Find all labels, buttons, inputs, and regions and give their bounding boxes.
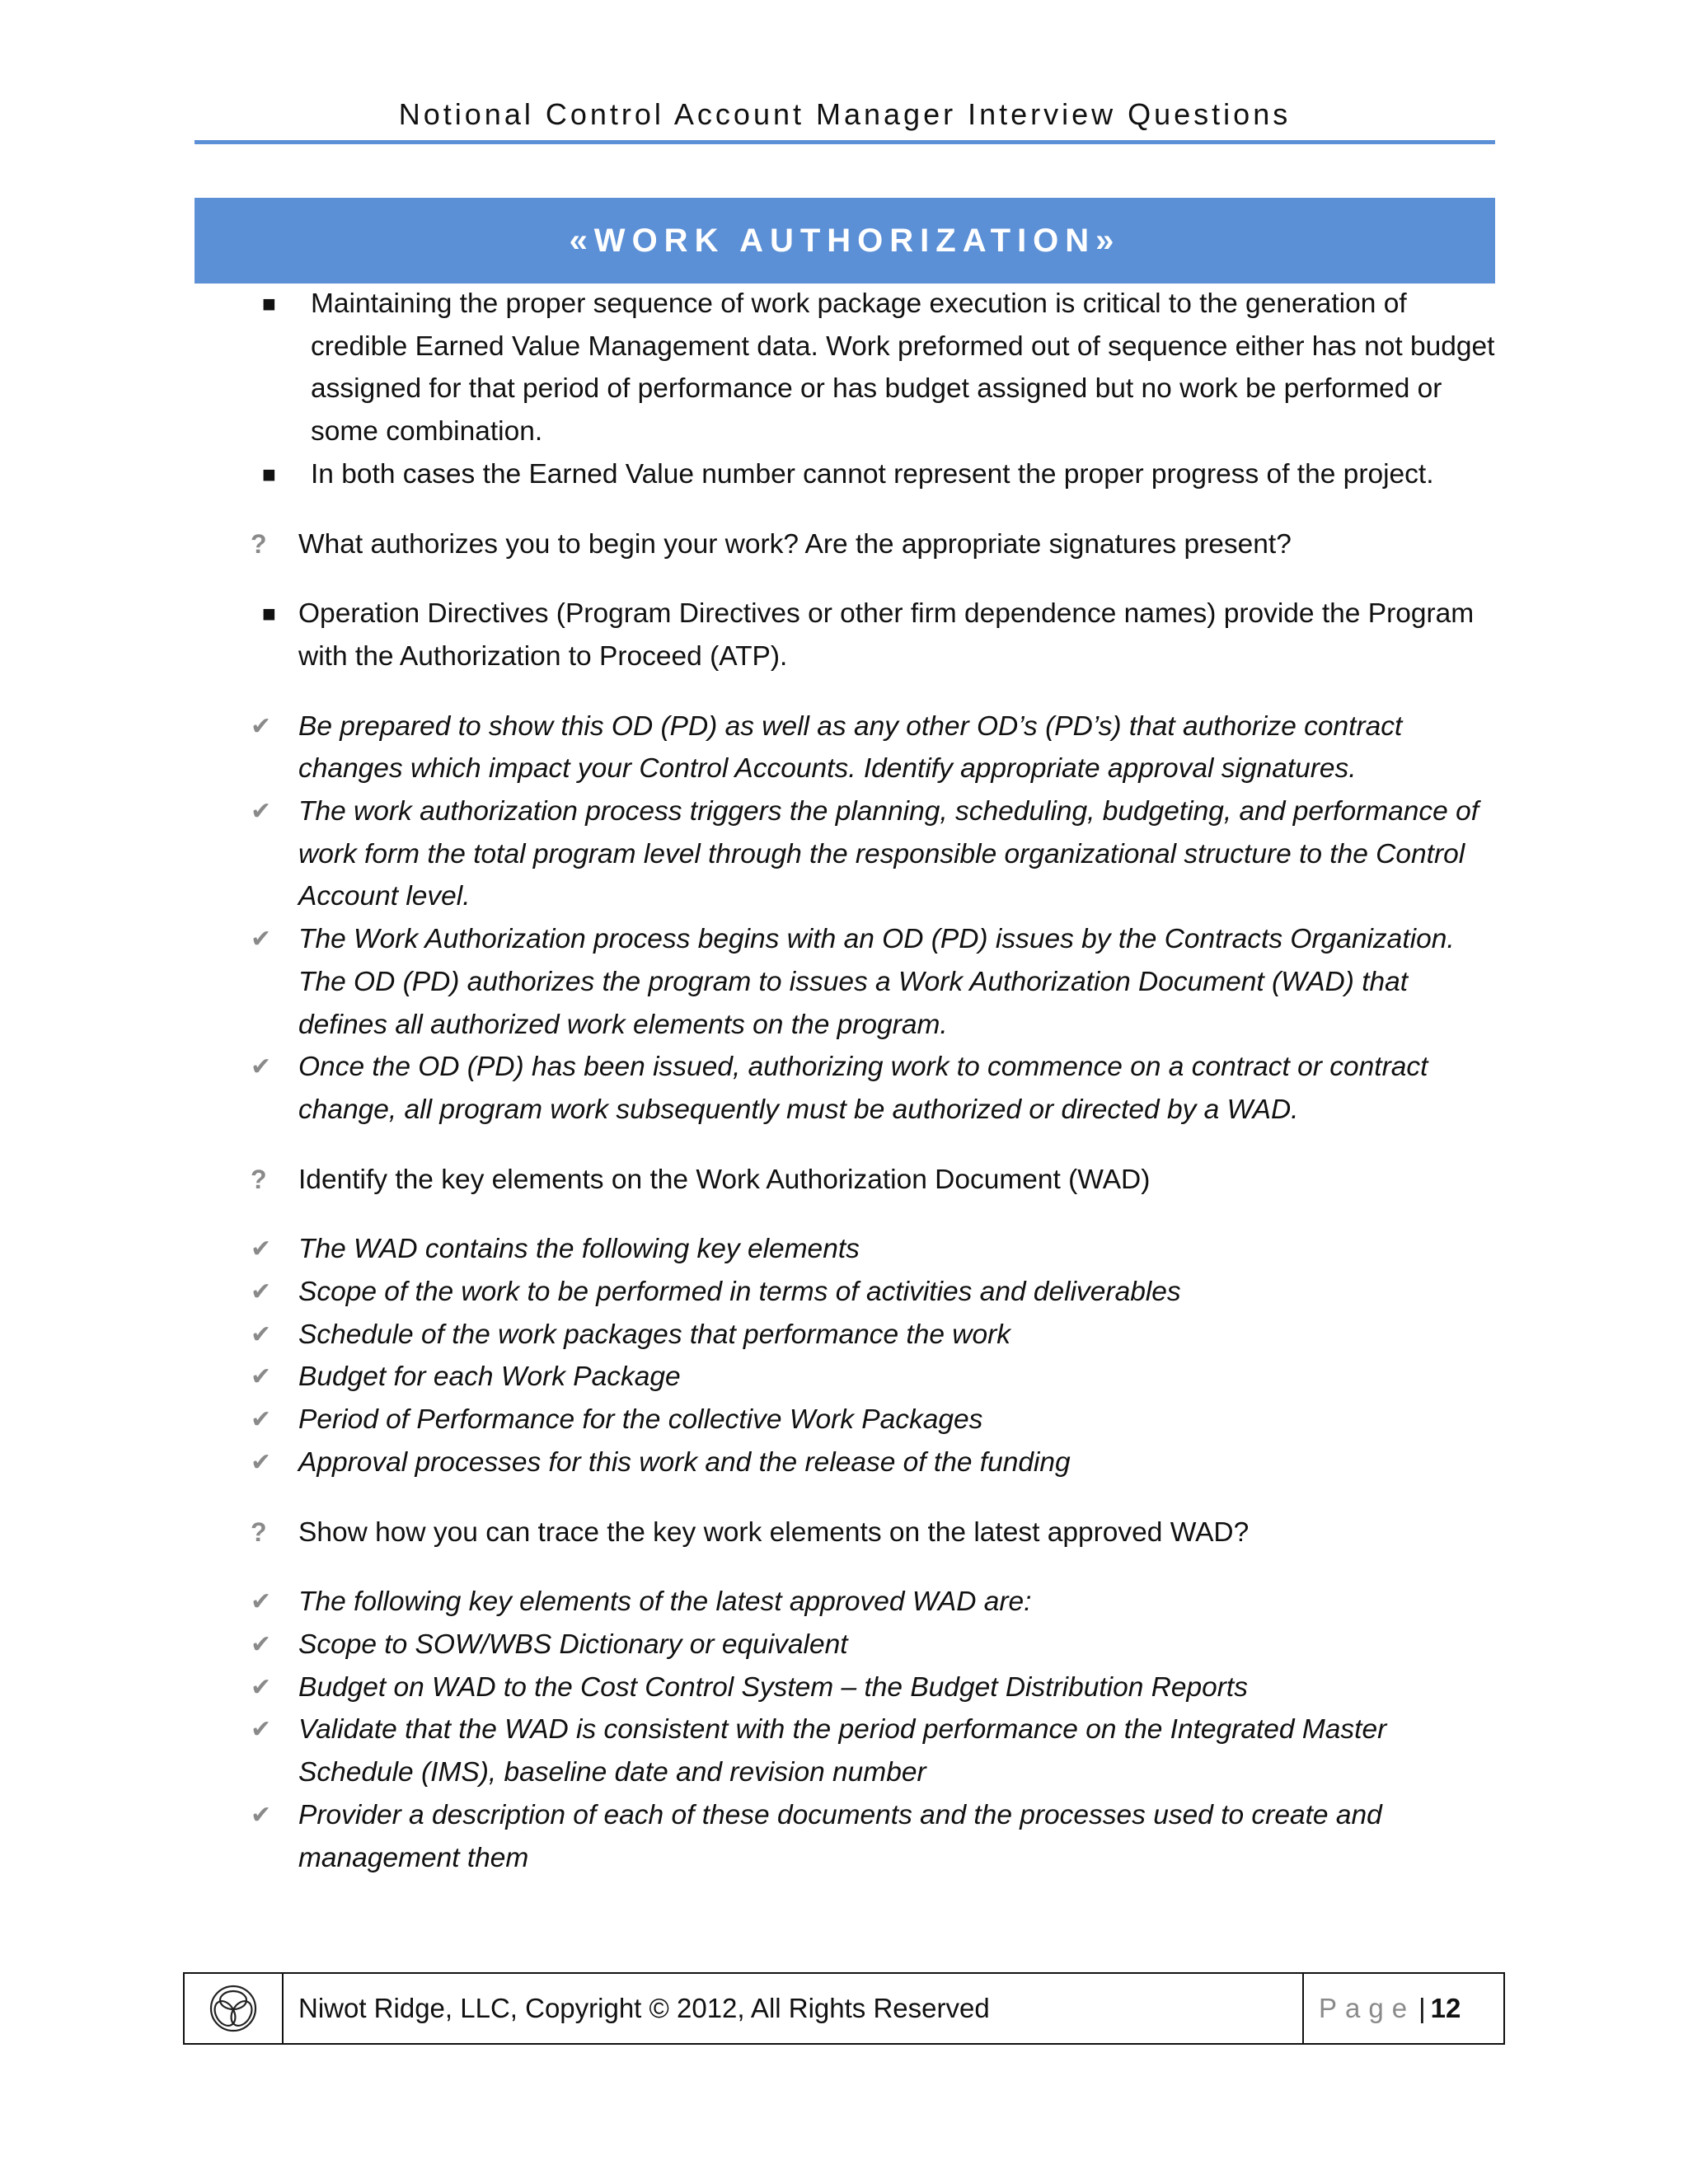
check-item [195,705,1497,790]
check-text: Approval processes for this work and the release of the funding [298,1446,1071,1478]
square-bullet-icon: ■ [262,601,276,627]
square-bullet-icon: ■ [262,291,276,316]
check-text: The work authorization process triggers the planning, scheduling, budgeting, and performance of work form the total program level through the responsible organizational structure to the Control Account level. [298,796,1479,912]
check-mark-icon: ✔ [251,1235,272,1263]
check-text: Validate that the WAD is consistent with the period performance on the Integrated Master Schedule (IMS), baseline date and revision number [298,1714,1387,1788]
check-text: Be prepared to show this OD (PD) as well as any other OD’s (PD’s) that authorize contract changes which impact your Control Accounts. Identify appropriate approval signatures. [298,710,1403,785]
check-mark-icon: ✔ [251,1588,272,1616]
footer-page-indicator [1302,1974,1503,2043]
answer-text: Operation Directives (Program Directives or other firm dependence names) provide the Program with the Authorization to Proceed (ATP). [298,598,1475,672]
check-item [195,1314,1497,1357]
question-text: Show how you can trace the key work elements on the latest approved WAD? [298,1516,1250,1548]
page-number: 12 [1430,1993,1461,2023]
intro-bullet [195,283,1497,453]
check-item [195,1794,1497,1879]
check-text: Scope to SOW/WBS Dictionary or equivalent [298,1629,848,1660]
check-item [195,1271,1497,1314]
check-text: Schedule of the work packages that performance the work [298,1319,1011,1350]
check-item [195,1581,1497,1624]
check-text: The Work Authorization process begins with an OD (PD) issues by the Contracts Organization. The OD (PD) authorizes the program to issues a Work Authorization Document (WAD) that defines all authorized work elements on the program. [298,924,1455,1040]
question-item [195,1159,1497,1202]
check-mark-icon: ✔ [251,1673,272,1701]
footer-copyright: Niwot Ridge, LLC, Copyright © 2012, All Rights Reserved [298,1993,990,2023]
check-mark-icon: ✔ [251,1053,272,1081]
section-banner: «WORK AUTHORIZATION» [195,198,1495,284]
interlocking-rings-logo-icon [207,1982,260,2035]
check-text: Once the OD (PD) has been issued, authorizing work to commence on a contract or contract change, all program work subsequently must be authorized or directed by a WAD. [298,1052,1428,1125]
check-mark-icon: ✔ [251,1363,272,1391]
check-mark-icon: ✔ [251,1406,272,1434]
question-mark-icon: ? [251,1516,267,1547]
check-mark-icon: ✔ [251,712,272,740]
check-text: Scope of the work to be performed in terms of activities and deliverables [298,1277,1181,1308]
header-rule [195,140,1495,144]
check-mark-icon: ✔ [251,1716,272,1744]
page-footer [183,1972,1505,2045]
check-item [195,918,1497,1046]
check-item [195,1356,1497,1399]
check-mark-icon: ✔ [251,1448,272,1476]
check-item [195,1441,1497,1484]
check-text: The following key elements of the latest approved WAD are: [298,1586,1032,1618]
question-text: What authorizes you to begin your work? Are the appropriate signatures present? [298,528,1292,560]
check-text: The WAD contains the following key elements [298,1234,860,1265]
intro-bullet-text: Maintaining the proper sequence of work package execution is critical to the generation of credible Earned Value Management data. Work preformed out of sequence either has not budget assigned for that period of performance or has budget assigned but no work be performed or some combination. [311,288,1495,448]
answer-bullet [195,593,1497,677]
check-item [195,1666,1497,1709]
question-mark-icon: ? [251,1164,267,1194]
check-item [195,790,1497,918]
check-item [195,1228,1497,1271]
check-mark-icon: ✔ [251,1801,272,1829]
check-item [195,1399,1497,1441]
intro-bullet [195,453,1497,496]
check-mark-icon: ✔ [251,1320,272,1348]
question-item [195,523,1497,566]
check-item [195,1708,1497,1793]
section-content [195,283,1497,1879]
page-label: Page [1319,1993,1416,2023]
check-mark-icon: ✔ [251,798,272,826]
check-mark-icon: ✔ [251,1630,272,1658]
check-mark-icon: ✔ [251,1278,272,1306]
check-mark-icon: ✔ [251,926,272,954]
question-item [195,1511,1497,1554]
check-text: Budget for each Work Package [298,1361,681,1393]
question-mark-icon: ? [251,528,267,559]
page-separator: | [1418,1993,1426,2023]
question-text: Identify the key elements on the Work Authorization Document (WAD) [298,1164,1151,1195]
check-item [195,1046,1497,1131]
check-text: Budget on WAD to the Cost Control System – the Budget Distribution Reports [298,1671,1248,1703]
intro-bullet-text: In both cases the Earned Value number cannot represent the proper progress of the project. [311,458,1434,490]
page-header-title: Notional Control Account Manager Interview Questions [398,97,1292,131]
check-text: Provider a description of each of these documents and the processes used to create and management them [298,1799,1382,1873]
footer-logo-cell [185,1974,284,2043]
square-bullet-icon: ■ [262,461,276,487]
check-item [195,1624,1497,1666]
check-text: Period of Performance for the collective Work Packages [298,1404,983,1436]
